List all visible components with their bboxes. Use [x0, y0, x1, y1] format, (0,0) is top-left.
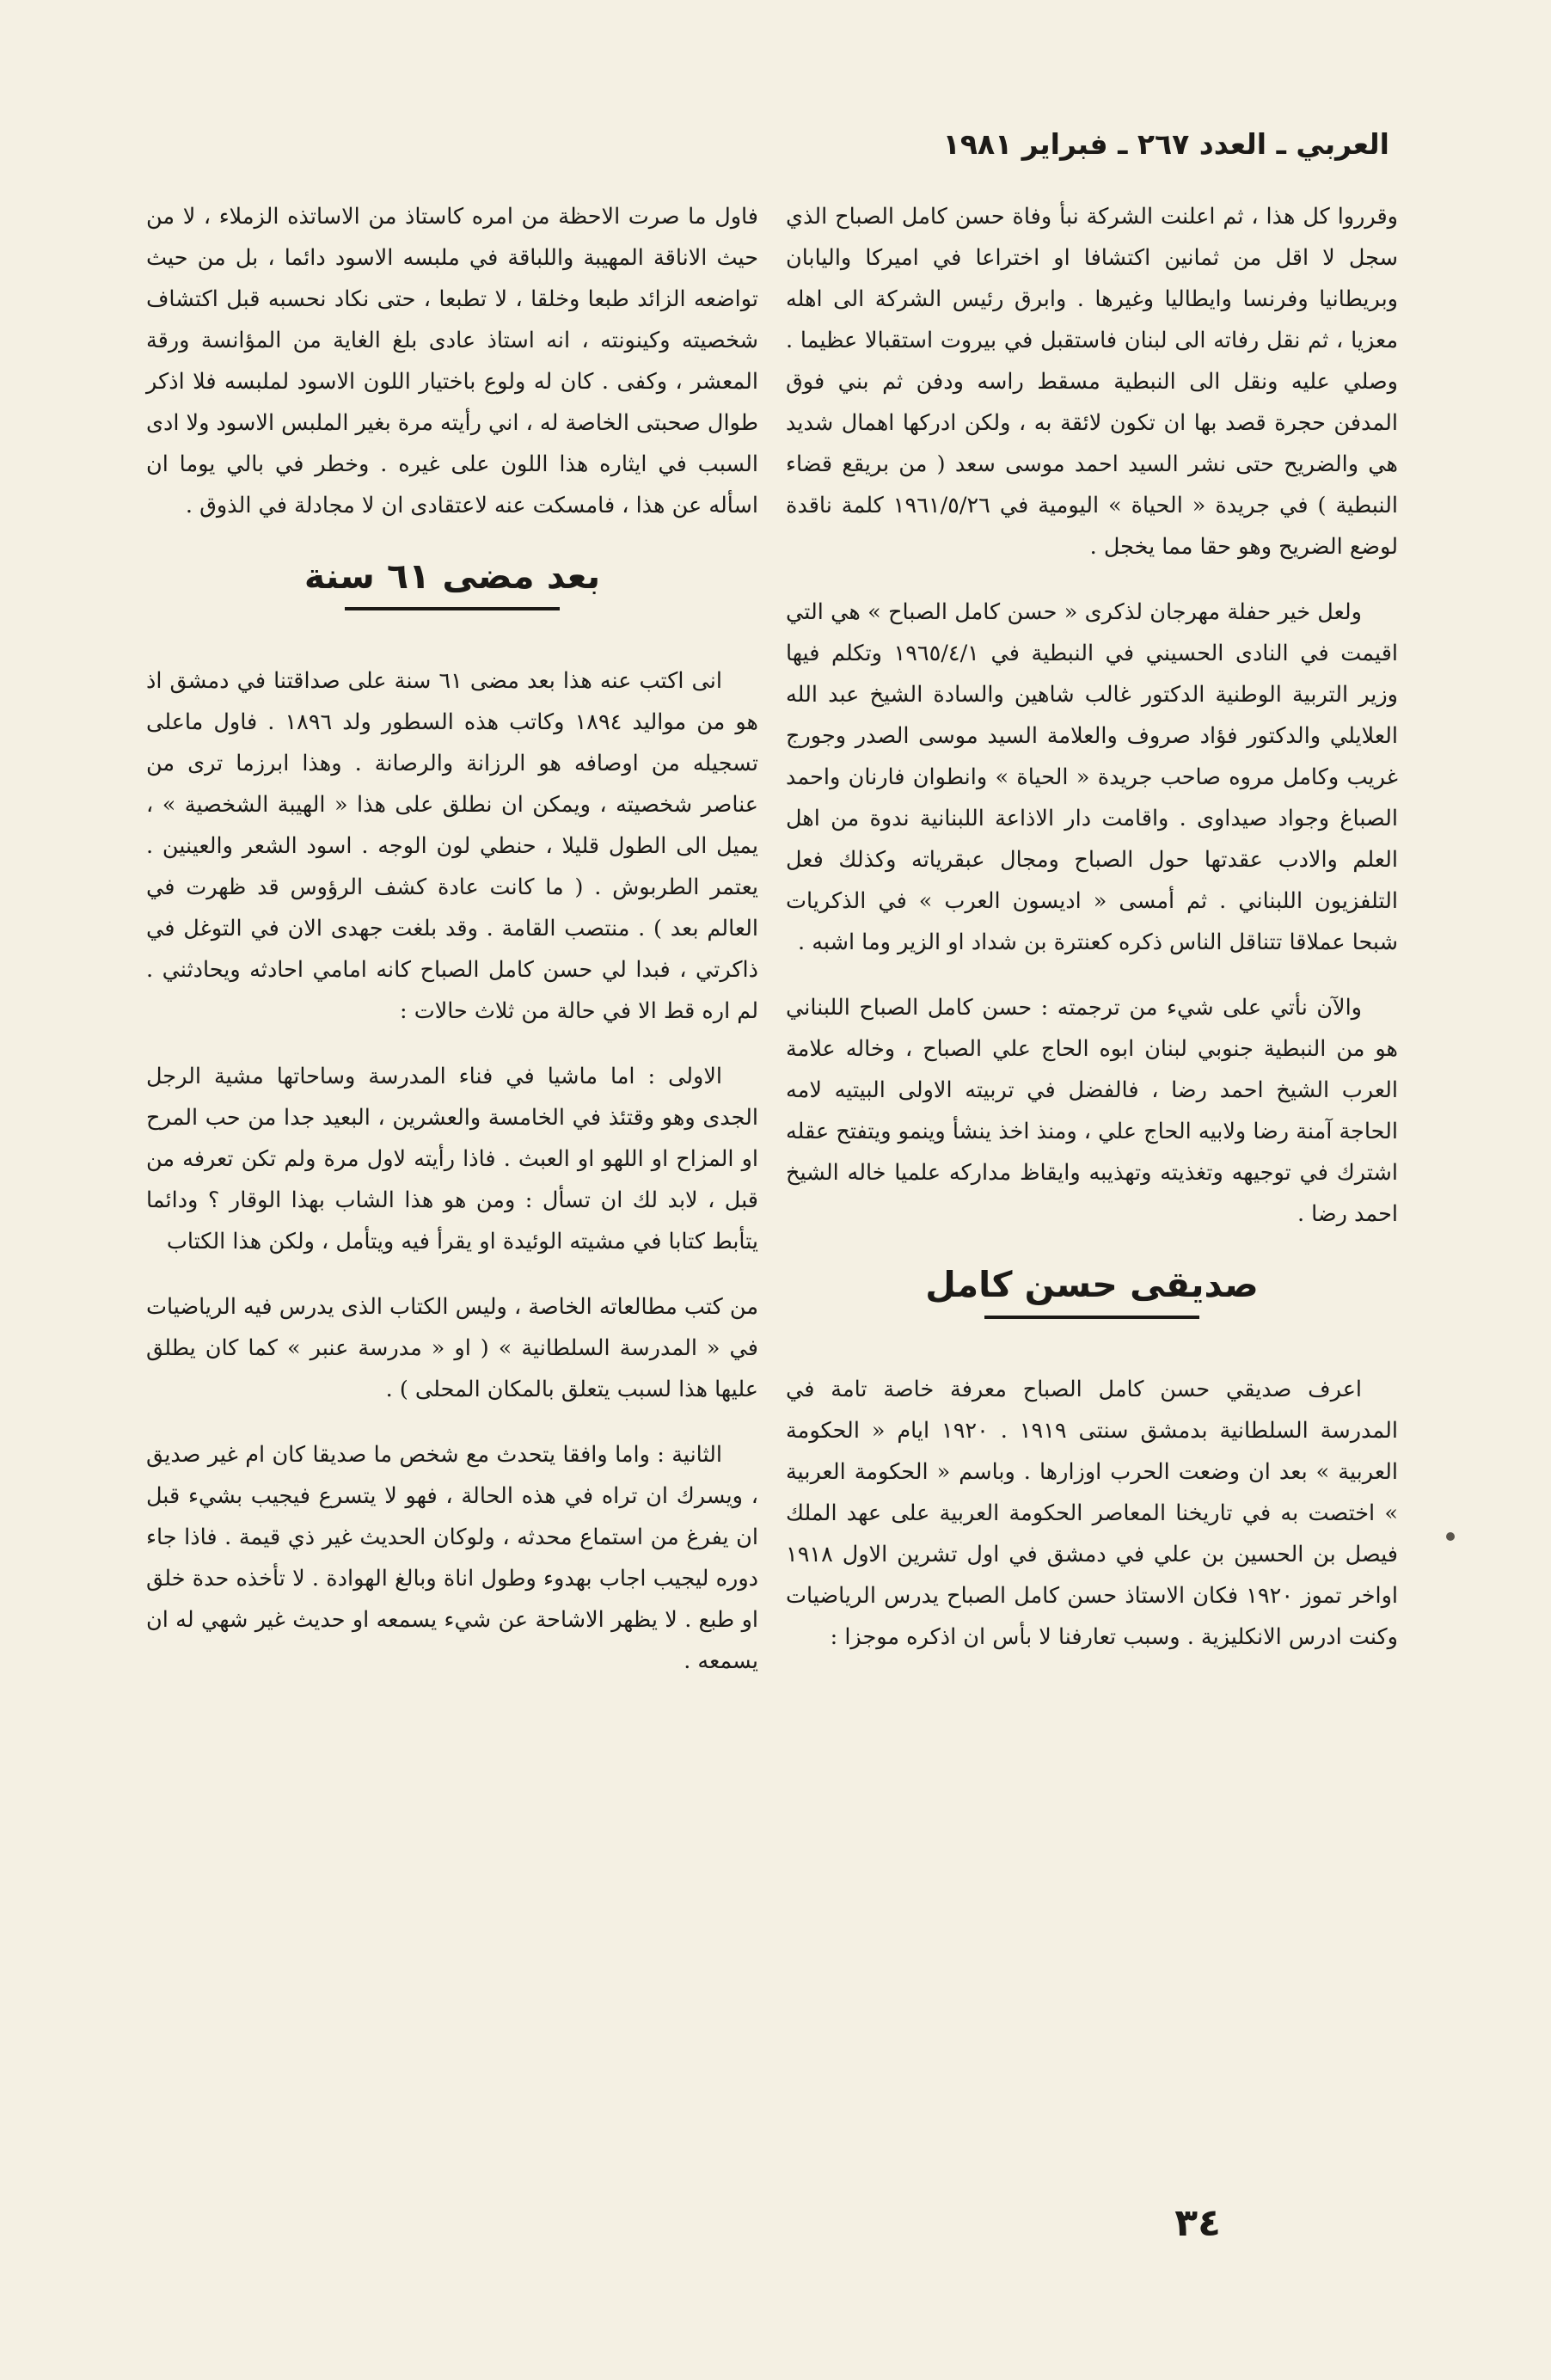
left-column [146, 196, 758, 1706]
left-paragraph-2: انى اكتب عنه هذا بعد مضى ٦١ سنة على صداقتنا في دمشق اذ هو من مواليد ١٨٩٤ وكاتب هذه السطور ولد ١٨٩٦ . فاول ماعلى تسجيله من اوصافه هو الرزانة والرصانة . وهذا ابرزما ترى من عناصر شخصيته ، ويمكن ان نطلق على هذا « الهيبة الشخصية » ، يميل الى الطول قليلا ، حنطي لون الوجه . اسود الشعر والعينين . يعتمر الطربوش . ( ما كانت عادة كشف الرؤوس قد ظهرت في العالم بعد ) . منتصب القامة . وقد بلغت جهدى الان في التوغل في ذاكرتي ، فبدا لي حسن كامل الصباح كانه امامي احادثه ويحادثني . لم اره قط الا في حالة من ثلاث حالات : [146, 668, 758, 1024]
page-number: ٣٤ [1174, 2201, 1221, 2245]
left-paragraph-3: الاولى : اما ماشيا في فناء المدرسة وساحاتها مشية الرجل الجدى وهو وقتئذ في الخامسة والعشرين ، البعيد جدا من حب المرح او المزاح او اللهو او العبث . فاذا رأيته لاول مرة ولم تكن تعرفه من قبل ، لابد لك ان تسأل : ومن هو هذا الشاب بهذا الوقار ؟ ودائما يتأبط كتابا في مشيته الوئيدة او يقرأ فيه ويتأمل ، ولكن هذا الكتاب [146, 1064, 758, 1254]
left-paragraph-1: فاول ما صرت الاحظة من امره كاستاذ من الاساتذه الزملاء ، لا من حيث الاناقة المهيبة واللباقة في ملبسه الاسود دائما ، بل من حيث تواضعه الزائد طبعا وخلقا ، لا تطبعا ، حتى نكاد نحسبه قبل اكتشاف شخصيته وكينونته ، انه استاذ عادى بلغ الغاية من المؤانسة ورقة المعشر ، وكفى . كان له ولوع باختيار اللون الاسود لملبسه فلا اذكر طوال صحبتى الخاصة له ، اني رأيته مرة بغير الملبس الاسود ولا ادى السبب في ايثاره هذا اللون على غيره . وخطر في بالي يوما ان اسأله عن هذا ، فامسكت عنه لاعتقادى ان لا مجادلة في الذوق . [146, 204, 758, 518]
right-paragraph-4: اعرف صديقي حسن كامل الصباح معرفة خاصة تامة في المدرسة السلطانية بدمشق سنتى ١٩١٩ . ١٩٢٠ ايام « الحكومة العربية » بعد ان وضعت الحرب اوزارها . وباسم « الحكومة العربية » اختصت به في تاريخنا المعاصر الحكومة العربية على عهد الملك فيصل بن الحسين بن علي في دمشق في اول تشرين الاول ١٩١٨ اواخر تموز ١٩٢٠ فكان الاستاذ حسن كامل الصباح يدرس الرياضيات وكنت ادرس الانكليزية . وسبب تعارفنا لا بأس ان اذكره موجزا : [786, 1377, 1398, 1650]
right-paragraph-3: والآن نأتي على شيء من ترجمته : حسن كامل الصباح اللبناني هو من النبطية جنوبي لبنان ابوه الحاج علي الصباح ، وخاله علامة العرب الشيخ احمد رضا ، فالفضل في تربيته الاولى البيتيه لامه الحاجة آمنة رضا ولابيه الحاج علي ، ومنذ اخذ ينشأ وينمو ويتفتح عقله اشترك في توجيهه وتغذيته وتهذيبه وايقاظ مداركه علميا خاله الشيخ احمد رضا . [786, 995, 1398, 1227]
right-column [786, 196, 1398, 1682]
section-heading-friend: صديقى حسن كامل [925, 1264, 1259, 1305]
right-paragraph-2: ولعل خير حفلة مهرجان لذكرى « حسن كامل الصباح » هي التي اقيمت في النادى الحسيني في النبطية في ١٩٦٥/٤/١ وتكلم فيها وزير التربية الوطنية الدكتور غالب شاهين والسادة الشيخ عبد الله العلايلي والدكتور فؤاد صروف والعلامة السيد موسى الصدر وجورج غريب وكامل مروه صاحب جريدة « الحياة » وانطوان فارنان واحمد الصباغ وجواد صيداوى . واقامت دار الاذاعة اللبنانية ندوة من اهل العلم والادب عقدتها حول الصباح ومجال عبقرياته وكذلك فعل التلفزيون اللبناني . ثم أمسى « اديسون العرب » في الذكريات شبحا عملاقا تتناقل الناس ذكره كعنترة بن شداد او الزير وما اشبه . [786, 599, 1398, 955]
running-header: العربي ـ العدد ٢٦٧ ـ فبراير ١٩٨١ [942, 127, 1389, 161]
right-paragraph-1: وقرروا كل هذا ، ثم اعلنت الشركة نبأ وفاة حسن كامل الصباح الذي سجل لا اقل من ثمانين اكتشافا او اختراعا في اميركا واليابان وبريطانيا وفرنسا وايطاليا وغيرها . وابرق رئيس الشركة الى اهله معزيا ، ثم نقل رفاته الى لبنان فاستقبل في بيروت استقبالا عظيما . وصلي عليه ونقل الى النبطية مسقط راسه ودفن ثم بني فوق المدفن حجرة قصد بها ان تكون لائقة به ، ولكن ادركها اهمال شديد هي والضريح حتى نشر السيد احمد موسى سعد ( من بريقع قضاء النبطية ) في جريدة « الحياة » اليومية في ١٩٦١/٥/٢٦ كلمة ناقدة لوضع الضريح وهو حقا مما يخجل . [786, 204, 1398, 560]
left-paragraph-4: من كتب مطالعاته الخاصة ، وليس الكتاب الذى يدرس فيه الرياضيات في « المدرسة السلطانية » ( او « مدرسة عنبر » كما كان يطلق عليها هذا لسبب يتعلق بالمكان المحلى ) . [146, 1294, 758, 1402]
print-speck [1446, 1532, 1455, 1541]
heading-rule [984, 1316, 1199, 1319]
left-paragraph-5: الثانية : واما وافقا يتحدث مع شخص ما صديقا كان ام غير صديق ، ويسرك ان تراه في هذه الحالة ، فهو لا يتسرع فيجيب بشيء قبل ان يفرغ من استماع محدثه ، ولوكان الحديث غير ذي قيمة . فاذا جاء دوره ليجيب اجاب بهدوء وطول اناة وبالغ الهوادة . لا تأخذه حدة خلق او طبع . لا يظهر الاشاحة عن شيء يسمعه او حديث غير شهي له ان يسمعه . [146, 1442, 758, 1674]
section-heading-61-years: بعد مضى ٦١ سنة [303, 555, 601, 597]
heading-rule [345, 607, 560, 610]
